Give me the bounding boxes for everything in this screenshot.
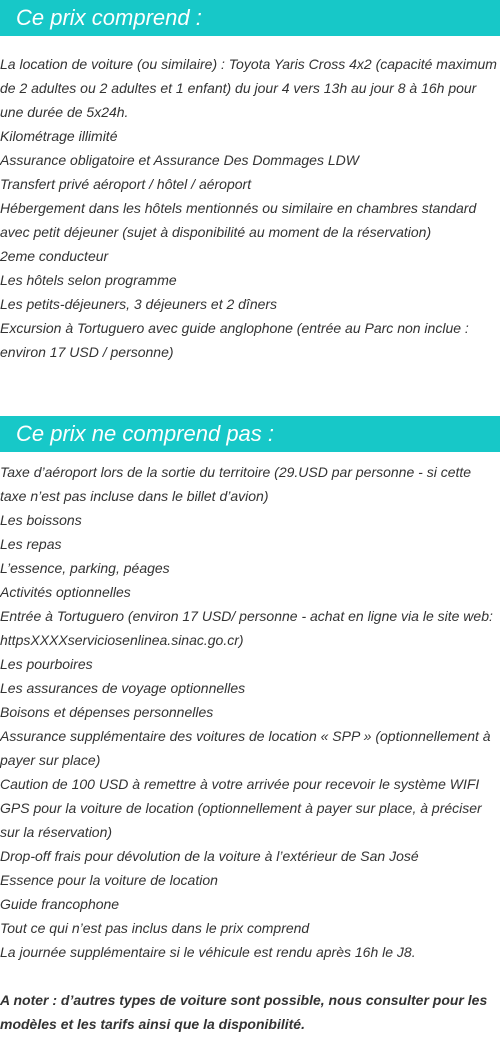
excluded-header: Ce prix ne comprend pas : <box>0 416 500 452</box>
list-item: Les assurances de voyage optionnelles <box>0 680 246 696</box>
list-item: La location de voiture (ou similaire) : Toyota Yaris Cross 4x2 (capacité maximum de 2 adultes ou 2 adultes et 1 enfant) du jour 4 vers 13h au jour 8 à 16h pour une durée de 5x24h. <box>0 56 497 120</box>
list-item: La journée supplémentaire si le véhicule est rendu après 16h le J8. <box>0 944 416 960</box>
included-header: Ce prix comprend : <box>0 0 500 36</box>
excluded-list <box>0 460 500 964</box>
note-text: A noter : d’autres types de voiture sont possible, nous consulter pour les modèles et les tarifs ainsi que la disponibilité. <box>0 992 488 1032</box>
list-item: Les pourboires <box>0 656 93 672</box>
list-item: Hébergement dans les hôtels mentionnés ou similaire en chambres standard avec petit déjeuner (sujet à disponibilité au moment de la réservation) <box>0 200 477 240</box>
list-item: Activités optionnelles <box>0 584 131 600</box>
list-item: Transfert privé aéroport / hôtel / aéroport <box>0 176 252 192</box>
list-item: Caution de 100 USD à remettre à votre arrivée pour recevoir le système WIFI GPS pour la voiture de location (optionnellement à payer sur place, à préciser sur la réservation) <box>0 776 482 840</box>
list-item: Les repas <box>0 536 62 552</box>
list-item: Tout ce qui n’est pas inclus dans le prix comprend <box>0 920 310 936</box>
list-item: Taxe d’aéroport lors de la sortie du territoire (29.USD par personne - si cette taxe n’est pas incluse dans le billet d’avion) <box>0 464 472 504</box>
list-item: Assurance supplémentaire des voitures de location « SPP » (optionnellement à payer sur place) <box>0 728 491 768</box>
list-item: L’essence, parking, péages <box>0 560 170 576</box>
included-section <box>0 0 500 364</box>
list-item: Drop-off frais pour dévolution de la voiture à l’extérieur de San José <box>0 848 419 864</box>
list-item: 2eme conducteur <box>0 248 109 264</box>
included-list <box>0 52 500 364</box>
list-item: Excursion à Tortuguero avec guide anglophone (entrée au Parc non inclue : environ 17 USD / personne) <box>0 320 469 360</box>
list-item: Boisons et dépenses personnelles <box>0 704 214 720</box>
list-item: Essence pour la voiture de location <box>0 872 218 888</box>
list-item: Les hôtels selon programme <box>0 272 177 288</box>
list-item: Assurance obligatoire et Assurance Des Dommages LDW <box>0 152 359 168</box>
excluded-section <box>0 416 500 1036</box>
list-item: Entrée à Tortuguero (environ 17 USD/ personne - achat en ligne via le site web: httpsXXXXserviciosenlinea.sinac.go.cr) <box>0 608 493 648</box>
list-item: Guide francophone <box>0 896 120 912</box>
list-item: Les petits-déjeuners, 3 déjeuners et 2 dîners <box>0 296 278 312</box>
list-item: Les boissons <box>0 512 82 528</box>
list-item: Kilométrage illimité <box>0 128 118 144</box>
